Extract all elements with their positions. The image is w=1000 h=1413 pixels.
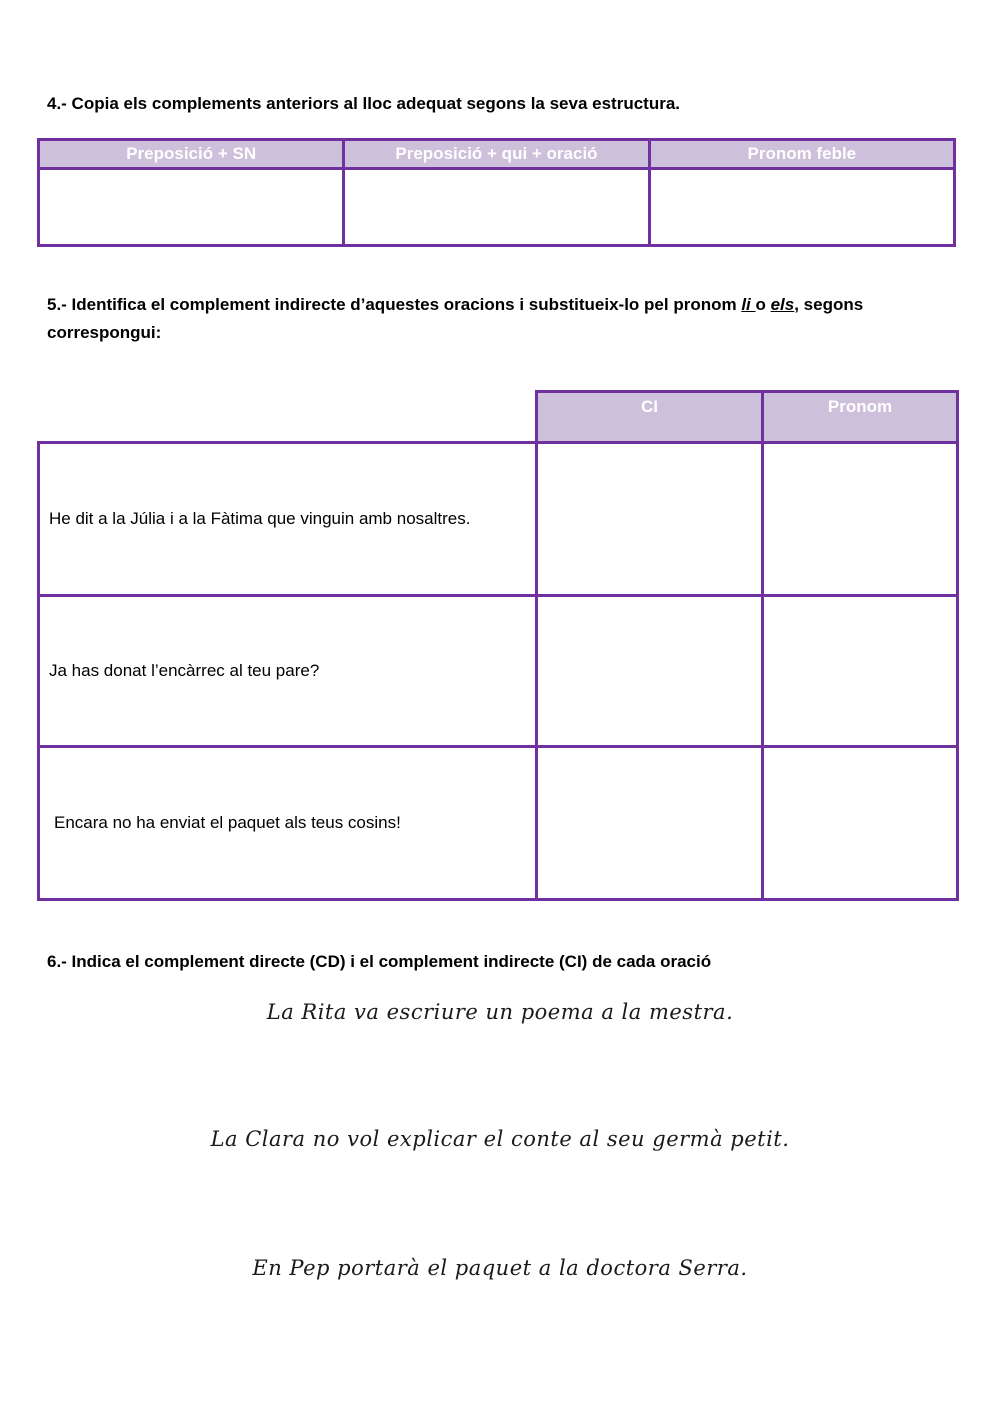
answer-cell-pronom-feble[interactable]: [649, 169, 954, 246]
structure-table: [37, 138, 956, 247]
sentence-cell: Ja has donat l’encàrrec al teu pare?: [39, 595, 537, 747]
ci-answer-cell[interactable]: [537, 747, 763, 900]
answer-cell-preposicio-sn[interactable]: [39, 169, 344, 246]
section-5-heading: [47, 291, 927, 347]
handwritten-sentence: La Clara no vol explicar el conte al seu germà petit.: [210, 1127, 790, 1151]
pronom-answer-cell[interactable]: [763, 747, 958, 900]
column-header-pronom-feble: Pronom feble: [649, 140, 954, 169]
column-header-preposicio-qui-oracio: Preposició + qui + oració: [344, 140, 649, 169]
section-5-heading-text: 5.- Identifica el complement indirecte d’aquestes oracions i substitueix-lo pel pronom: [47, 295, 742, 314]
pronom-answer-cell[interactable]: [763, 595, 958, 747]
section-6-heading: 6.- Indica el complement directe (CD) i el complement indirecte (CI) de cada oració: [47, 952, 712, 971]
answer-cell-preposicio-qui-oracio[interactable]: [344, 169, 649, 246]
column-header-pronom: Pronom: [763, 392, 958, 443]
column-header-ci: CI: [537, 392, 763, 443]
section-4-heading: 4.- Copia els complements anteriors al lloc adequat segons la seva estructura.: [47, 94, 681, 113]
section-5-heading-end: , segons correspongui:: [47, 295, 864, 342]
indirect-object-table: [37, 390, 959, 901]
empty-corner-cell: [39, 392, 537, 443]
pronom-answer-cell[interactable]: [763, 443, 958, 596]
column-header-preposicio-sn: Preposició + SN: [39, 140, 344, 169]
handwritten-sentence: La Rita va escriure un poema a la mestra.: [266, 1000, 734, 1024]
ci-answer-cell[interactable]: [537, 595, 763, 747]
sentence-cell: He dit a la Júlia i a la Fàtima que vinguin amb nosaltres.: [39, 443, 537, 596]
ci-answer-cell[interactable]: [537, 443, 763, 596]
pronoun-li: li: [741, 295, 756, 314]
section-5-connector: o: [755, 295, 771, 314]
pronoun-els: els: [770, 295, 795, 314]
handwritten-sentence: En Pep portarà el paquet a la doctora Serra.: [252, 1256, 748, 1280]
sentence-cell: Encara no ha enviat el paquet als teus cosins!: [39, 747, 537, 900]
